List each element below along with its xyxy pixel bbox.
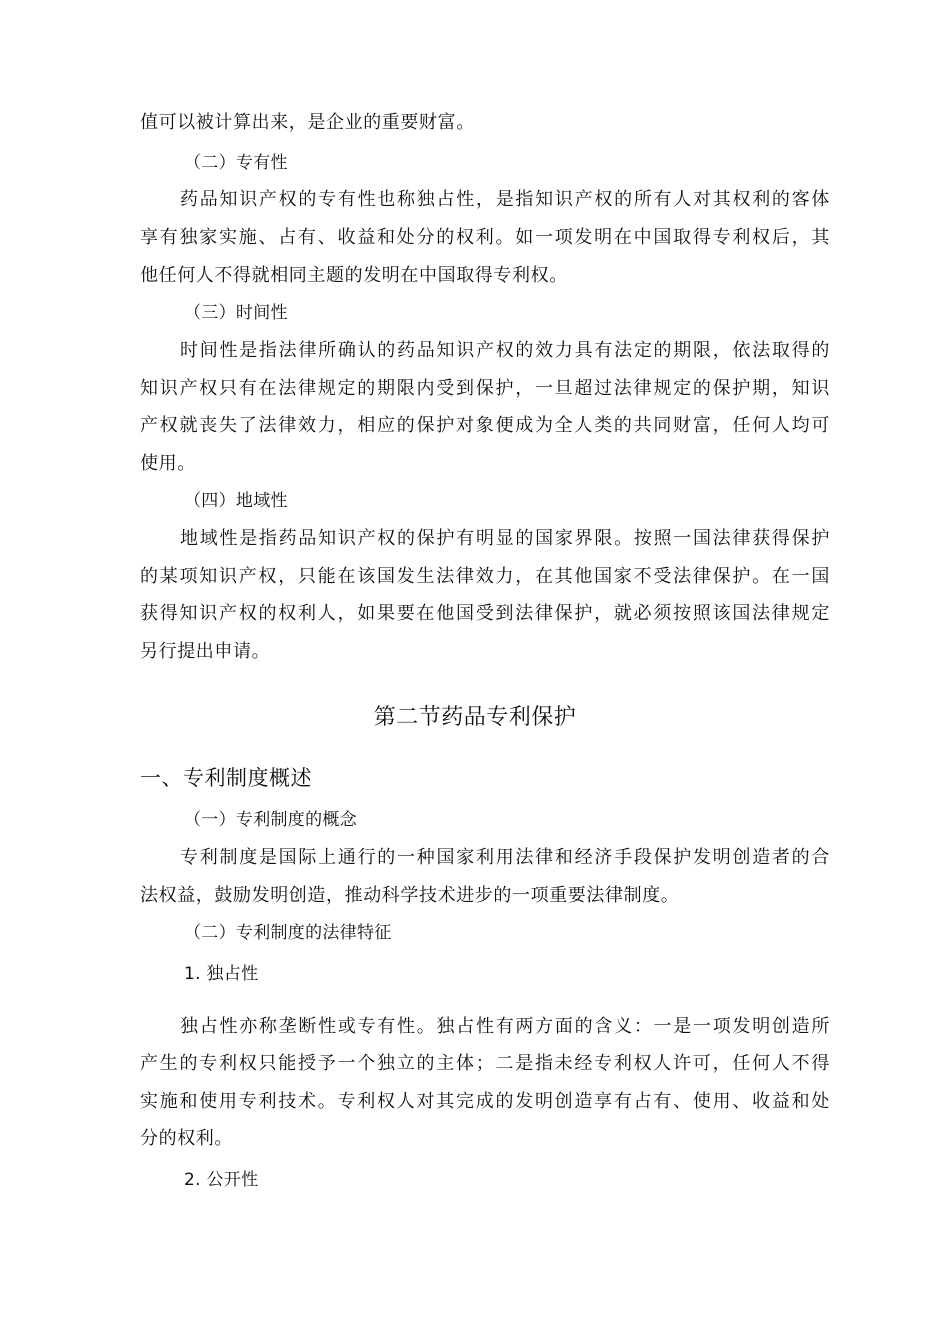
paragraph-line: 独占性亦称垄断性或专有性。独占性有两方面的含义：一是一项发明创造所 xyxy=(180,1016,830,1037)
subheading-legal-features: （二）专利制度的法律特征 xyxy=(184,923,392,943)
paragraph-line: 使用。 xyxy=(140,453,196,474)
subheading-patent-concept: （一）专利制度的概念 xyxy=(184,810,357,830)
paragraph-line: 产生的专利权只能授予一个独立的主体；二是指未经专利权人许可，任何人不得 xyxy=(140,1053,830,1074)
section-title: 第二节药品专利保护 xyxy=(373,705,577,730)
subheading-timeliness: （三）时间性 xyxy=(184,303,288,323)
paragraph-line: 享有独家实施、占有、收益和处分的权利。如一项发明在中国取得专利权后，其 xyxy=(140,227,830,248)
paragraph-line: 分的权利。 xyxy=(140,1128,233,1149)
paragraph-line: 他任何人不得就相同主题的发明在中国取得专利权。 xyxy=(140,265,568,286)
subheading-exclusivity: （二）专有性 xyxy=(184,153,288,173)
paragraph-line: 的某项知识产权，只能在该国发生法律效力，在其他国家不受法律保护。在一国 xyxy=(140,566,830,587)
paragraph-line: 法权益，鼓励发明创造，推动科学技术进步的一项重要法律制度。 xyxy=(140,885,680,906)
paragraph-line: 地域性是指药品知识产权的保护有明显的国家界限。按照一国法律获得保护 xyxy=(180,528,830,549)
paragraph-line: 知识产权只有在法律规定的期限内受到保护，一旦超过法律规定的保护期，知识 xyxy=(140,378,830,399)
paragraph-line: 实施和使用专利技术。专利权人对其完成的发明创造享有占有、使用、收益和处 xyxy=(140,1091,830,1112)
subheading-territoriality: （四）地域性 xyxy=(184,491,288,511)
paragraph-line: 另行提出申请。 xyxy=(140,641,271,662)
list-item-exclusivity: 1. 独占性 xyxy=(184,964,259,984)
paragraph-line: 药品知识产权的专有性也称独占性，是指知识产权的所有人对其权利的客体 xyxy=(180,189,830,210)
paragraph-line: 值可以被计算出来，是企业的重要财富。 xyxy=(140,112,475,133)
list-item-openness: 2. 公开性 xyxy=(184,1170,259,1190)
paragraph-line: 时间性是指法律所确认的药品知识产权的效力具有法定的期限，依法取得的 xyxy=(180,340,830,361)
paragraph-line: 专利制度是国际上通行的一种国家利用法律和经济手段保护发明创造者的合 xyxy=(180,847,830,868)
heading-patent-system-overview: 一、专利制度概述 xyxy=(140,766,312,790)
paragraph-line: 产权就丧失了法律效力，相应的保护对象便成为全人类的共同财富，任何人均可 xyxy=(140,415,830,436)
paragraph-line: 获得知识产权的权利人，如果要在他国受到法律保护，就必须按照该国法律规定 xyxy=(140,603,830,624)
